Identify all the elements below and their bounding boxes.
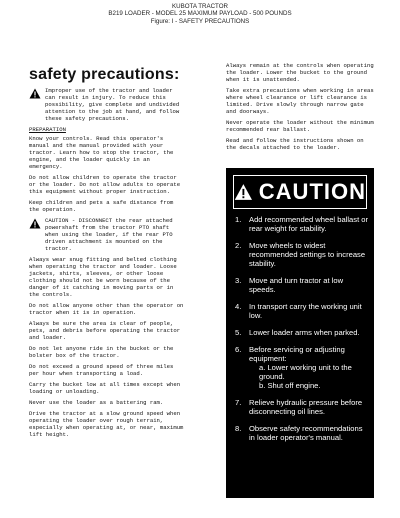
caution-item: [235, 302, 369, 320]
caution-item: [235, 424, 369, 442]
caution-subitem-a: a. Lower working unit to the ground.: [259, 363, 352, 381]
header-line-3: Figure: I - SAFETY PRECAUTIONS: [150, 17, 250, 25]
warning-triangle-icon: [234, 182, 253, 202]
caution-list: [235, 215, 369, 450]
caution-item-number: 1.: [235, 215, 242, 224]
caution-item-number: 4.: [235, 302, 242, 311]
caution-item: [235, 215, 369, 233]
caution-item: [235, 241, 369, 268]
caution-item: [235, 276, 369, 294]
page-title: safety precautions:: [29, 66, 180, 83]
paragraph-battering-ram: Never use the loader as a battering ram.: [29, 399, 164, 406]
paragraph-know-controls: Know your controls. Read this operator's manual and the manual provided with your tractor. Learn how to stop the tractor, the engine, and the loader quickly in an emergency.: [29, 135, 174, 170]
paragraph-pets: Keep children and pets a safe distance from the operation.: [29, 199, 174, 213]
paragraph-area-clear: Always be sure the area is clear of people, pets, and debris before operating the tractor and loader.: [29, 320, 181, 341]
paragraph-remain-controls: Always remain at the controls when operating the loader. Lower the bucket to the ground when it is unattended.: [226, 62, 374, 83]
paragraph-rough-terrain: Drive the tractor at a slow ground speed when operating the loader over rough terrain, especially when operating at, or near, maximum lift height.: [29, 410, 184, 438]
caution-item-text-main: Before servicing or adjusting equipment:: [249, 345, 345, 363]
caution-item-number: 3.: [235, 276, 242, 285]
paragraph-extra-precautions: Take extra precautions when working in areas where wheel clearance or lift clearance is limited. Drive slowly through narrow gate and doorways.: [226, 87, 374, 115]
caution-item: [235, 398, 369, 416]
left-column: [29, 62, 184, 442]
header-line-2: B219 LOADER - MODEL 25 MAXIMUM PAYLOAD - 500 POUNDS: [108, 10, 292, 18]
caution-item-text: Move and turn tractor at low speeds.: [249, 276, 344, 294]
caution-item-text: Lower loader arms when parked.: [249, 328, 360, 337]
caution-item-number: 5.: [235, 328, 242, 337]
paragraph-decals: Read and follow the instructions shown on the decals attached to the loader.: [226, 137, 364, 151]
section-heading-preparation: PREPARATION: [29, 126, 66, 133]
right-column: [226, 62, 376, 155]
caution-item-text: Move wheels to widest recommended settings to increase stability.: [249, 241, 366, 268]
warning-triangle-icon: [29, 88, 41, 99]
caution-item: [235, 328, 369, 337]
warning-text-1: Improper use of the tractor and loader can result in injury. To reduce this possibility, give complete and undivided attention to the job at hand, and follow these safety precautions.: [45, 87, 180, 122]
warning-text-2: CAUTION - DISCONNECT the rear attached powershaft from the tractor PTO shaft when using the loader, if the rear PTO driven attachment is mounted on the tractor.: [45, 217, 173, 252]
paragraph-rear-ballast: Never operate the loader without the minimum recommended rear ballast.: [226, 119, 374, 133]
caution-item-number: 8.: [235, 424, 242, 433]
paragraph-bucket-ride: Do not let anyone ride in the bucket or the bolster box of the tractor.: [29, 345, 174, 359]
warning-paragraph-2: [29, 217, 184, 256]
caution-subitem-b: b. Shut off engine.: [259, 381, 321, 390]
caution-item-text: Relieve hydraulic pressure before disconnecting oil lines.: [249, 398, 363, 416]
warning-paragraph-1: [29, 87, 184, 126]
paragraph-carry-low: Carry the bucket low at all times except when loading or unloading.: [29, 381, 181, 395]
paragraph-clothing: Always wear snug fitting and belted clothing when operating the tractor and loader. Loose jackets, shirts, sleeves, or other loose clothing should not be worn because of the danger of it catching in moving parts or in the controls.: [29, 256, 177, 298]
paragraph-ground-speed: Do not exceed a ground speed of three miles per hour when transporting a load.: [29, 363, 174, 377]
caution-heading: CAUTION: [258, 179, 366, 204]
document-header: [0, 3, 400, 25]
caution-decal: [226, 168, 374, 498]
header-line-1: KUBOTA TRACTOR: [171, 3, 229, 10]
paragraph-riders: Do not allow anyone other than the operator on tractor when it is in operation.: [29, 302, 184, 316]
caution-item-text: Observe safety recommendations in loader operator's manual.: [249, 424, 363, 442]
paragraph-children: Do not allow children to operate the tractor or the loader. Do not allow adults to operate this equipment without proper instruction.: [29, 174, 181, 195]
caution-item: [235, 345, 369, 390]
caution-item-text: Add recommended wheel ballast or rear weight for stability.: [249, 215, 369, 233]
caution-item-text: In transport carry the working unit low.: [249, 302, 362, 320]
caution-item-number: 6.: [235, 345, 242, 354]
caution-item-number: 7.: [235, 398, 242, 407]
warning-triangle-icon: [29, 218, 41, 229]
caution-item-text: [249, 345, 369, 390]
caution-heading-panel: [233, 175, 367, 209]
caution-item-number: 2.: [235, 241, 242, 250]
